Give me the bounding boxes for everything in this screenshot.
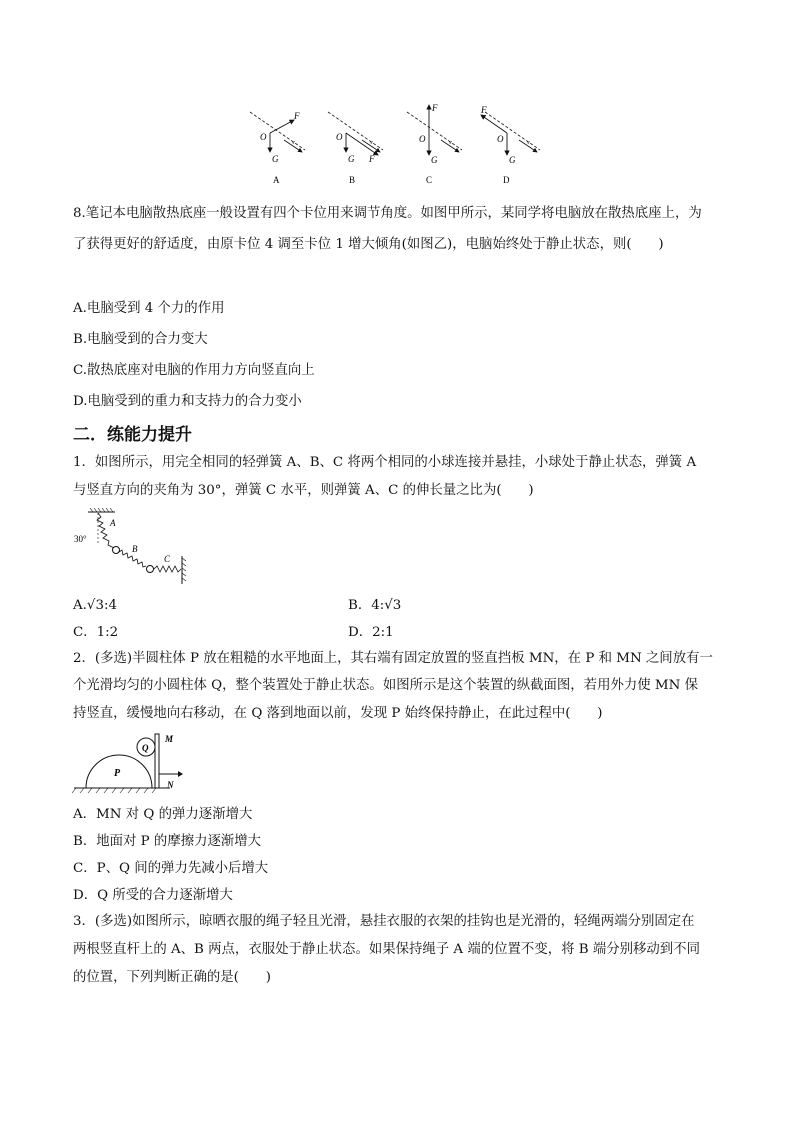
svg-text:P: P: [114, 768, 121, 779]
svg-text:C: C: [164, 554, 171, 564]
svg-text:G: G: [509, 155, 516, 165]
diagram-d: [480, 105, 540, 185]
p3-stem-line-3: 的位置，下列判断正确的是( ): [73, 970, 271, 985]
p3-stem-line-1: 3．(多选)如图所示，晾晒衣服的绳子轻且光滑，悬挂衣服的衣架的挂钩也是光滑的，轻绳两端分别固定在: [73, 914, 695, 929]
diagram-label: C: [426, 175, 433, 185]
svg-text:30°: 30°: [74, 534, 87, 544]
section-title: 二．练能力提升: [73, 425, 192, 445]
svg-text:v: v: [370, 140, 373, 146]
q8-stem-line-2: 了获得更好的舒适度，由原卡位 4 调至卡位 1 增大倾角(如图乙)，电脑始终处于静止状态，则( ): [73, 237, 664, 252]
q8-option-b: B.电脑受到的合力变大: [73, 332, 208, 347]
svg-text:F: F: [432, 103, 438, 113]
q8-option-d: D.电脑受到的重力和支持力的合力变小: [73, 394, 302, 409]
force-diagram-figure: [240, 100, 550, 190]
q8-option-c: C.散热底座对电脑的作用力方向竖直向上: [73, 363, 315, 378]
svg-text:F: F: [369, 154, 375, 164]
svg-text:v: v: [449, 140, 452, 146]
p2-option-b: B．地面对 P 的摩擦力逐渐增大: [73, 834, 262, 849]
svg-text:v: v: [292, 140, 295, 146]
svg-text:G: G: [272, 154, 279, 164]
svg-text:Q: Q: [142, 743, 149, 753]
svg-text:v: v: [527, 140, 530, 146]
svg-text:G: G: [431, 155, 438, 165]
p1-option-a: A.√3:4: [73, 598, 118, 613]
svg-text:F: F: [294, 111, 300, 121]
p2-option-c: C．P、Q 间的弹力先减小后增大: [73, 861, 269, 876]
svg-text:O: O: [497, 134, 504, 144]
p1-stem-line-1: 1．如图所示，用完全相同的轻弹簧 A、B、C 将两个相同的小球连接并悬挂，小球处于静止状态，弹簧 A: [73, 455, 697, 470]
diagram-label: A: [273, 175, 280, 185]
p2-stem-line-3: 持竖直，缓慢地向右移动，在 Q 落到地面以前，发现 P 始终保持静止，在此过程中( ): [73, 706, 603, 721]
cylinder-figure: [70, 730, 195, 798]
svg-text:O: O: [336, 132, 343, 142]
p2-option-d: D．Q 所受的合力逐渐增大: [73, 888, 233, 903]
diagram-label: B: [349, 175, 356, 185]
p3-stem-line-2: 两根竖直杆上的 A、B 两点，衣服处于静止状态。如果保持绳子 A 端的位置不变，将 B 端分别移动到不同: [73, 942, 700, 957]
diagram-b: [328, 112, 383, 185]
svg-text:M: M: [165, 734, 174, 744]
p1-stem-line-2: 与竖直方向的夹角为 30°，弹簧 C 水平，则弹簧 A、C 的伸长量之比为( ): [73, 483, 534, 498]
p2-option-a: A．MN 对 Q 的弹力逐渐增大: [73, 807, 253, 822]
p2-stem-line-2: 个光滑均匀的小圆柱体 Q，整个装置处于静止状态。如图所示是这个装置的纵截面图，若用外力使 MN 保: [73, 678, 698, 693]
p1-option-c: C．1:2: [73, 625, 119, 640]
q8-option-a: A.电脑受到 4 个力的作用: [73, 301, 225, 316]
p2-stem-line-1: 2．(多选)半圆柱体 P 放在粗糙的水平地面上，其右端有固定放置的竖直挡板 MN，在 P 和 MN 之间放有一: [73, 651, 713, 666]
spring-figure: [70, 508, 195, 588]
svg-text:A: A: [110, 518, 116, 528]
p1-option-d: D．2:1: [348, 625, 394, 640]
svg-text:O: O: [419, 134, 426, 144]
svg-text:N: N: [167, 780, 174, 790]
diagram-a: [250, 111, 305, 185]
diagram-label: D: [503, 175, 510, 185]
diagram-c: [407, 103, 462, 185]
p1-option-b: B．4:√3: [348, 598, 402, 613]
svg-text:F: F: [481, 105, 487, 115]
q8-stem-line-1: 8.笔记本电脑散热底座一般设置有四个卡位用来调节角度。如图甲所示，某同学将电脑放在散热底座上，为: [73, 206, 702, 221]
svg-text:G: G: [348, 154, 355, 164]
svg-text:O: O: [260, 132, 267, 142]
svg-text:B: B: [132, 544, 138, 554]
